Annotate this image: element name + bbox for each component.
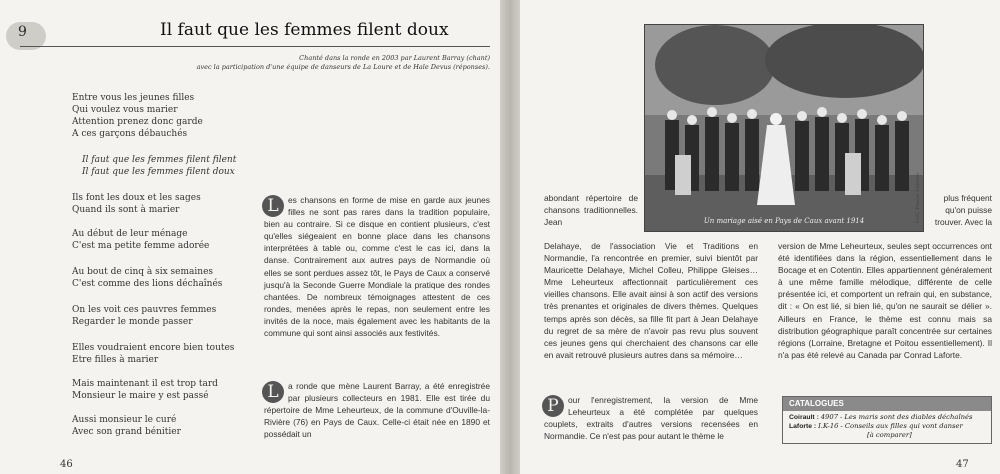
dropcap: L xyxy=(262,195,284,217)
stanza-1: Entre vous les jeunes filles Qui voulez vous marier Attention prenez donc garde A ces garçons débauchés xyxy=(72,93,203,139)
refrain: Il faut que les femmes filent filent Il faut que les femmes filent doux xyxy=(82,155,237,177)
catalogue-row: Laforte : I.K-16 - Conseils aux filles qui vont danser xyxy=(789,422,963,430)
col2-main-text: version de Mme Leheurteux, seules sept occurrences ont été identifiées dans la région, essentiellement dans le Bocage et en Cotentin. Elles appartiennent généralement à une même famille mélodique, différente de celle présentée ici, et comportent un refrain qui, en substance, dit : « On est lié, si bien lié, qu'on ne saurait se délier ». Ailleurs en France, le thème est connu mais sa distribution géographique paraît concentrée sur certaines régions (Lorraine, Bretagne et Poitou essentiellement). Il n'a pas été relevé au Canada par Conrad Laforte. xyxy=(778,241,992,360)
photo-credit: Coll. Pascal Siméon xyxy=(915,173,921,223)
title-rule xyxy=(20,46,490,47)
stanza-8: Aussi monsieur le curé Avec son grand bénitier xyxy=(72,415,181,437)
catalogue-row: Coirault : 4907 - Les maris sont des diables déchaînés xyxy=(789,413,973,421)
stanza-4: Au bout de cinq à six semaines C'est comme des lions déchaînés xyxy=(72,267,223,289)
stanza-2: Ils font les doux et les sages Quand ils sont à marier xyxy=(72,193,201,215)
catalogue-row: [à comparer] xyxy=(867,431,912,439)
wedding-photo xyxy=(644,24,924,232)
source-paragraph: L a ronde que mène Laurent Barray, a été enregistrée par plusieurs collecteurs en 1981. Elle est tirée du répertoire de Mme Leheurteux, de la commune d'Ouville-la-Rivière (76) en Pays de Caux. Celle-ci était née en 1890 et possédait un xyxy=(264,381,490,440)
dropcap: L xyxy=(262,381,284,403)
col1-last-paragraph: P our l'enregistrement, la version de Mme Leheurteux a été complétée par quelques couplets, extraits d'autres versions recensées en Normandie. Ce n'est pas pour autant le thème le xyxy=(544,395,758,442)
wedding-photo-image xyxy=(645,25,923,231)
page-number: 47 xyxy=(956,459,969,470)
photo-caption: Un mariage aisé en Pays de Caux avant 1914 xyxy=(703,217,865,225)
catalogues-box xyxy=(782,396,992,444)
col1-top-text: abondant répertoire de chansons traditionnelles. Jean xyxy=(544,193,638,228)
book-gutter xyxy=(500,0,520,474)
right-page xyxy=(520,0,1000,474)
col1-main-text: Delahaye, de l'association Vie et Traditions en Normandie, l'a rencontrée en premier, suivi bientôt par Mauricette Delahaye, Michel Colleu, Philippe Gleises… Mme Leheurteux affectionnait particulièrement ces vieilles chansons. Elle avait ainsi à son actif des versions très prenantes et originales de divers thèmes. Quelques temps après son décès, sa fille fit part à Jean Delahaye du regret de sa mère de n'avoir pas revu plus souvent ces jeunes gens qui cherchaient des chansons car elle en avait retrouvé plusieurs autres dans sa mémoire… xyxy=(544,241,758,360)
stanza-6: Elles voudraient encore bien toutes Etre filles à marier xyxy=(72,343,235,365)
page-title: Il faut que les femmes filent doux xyxy=(160,20,449,40)
stanza-7: Mais maintenant il est trop tard Monsieur le maire y est passé xyxy=(72,379,218,401)
song-credits: Chanté dans la ronde en 2003 par Laurent Barray (chant) avec la participation d'une équipe de danseurs de La Loure et de Hale Devus (réponses). xyxy=(196,54,490,71)
catalogues-title: CATALOGUES xyxy=(783,397,991,411)
dropcap: P xyxy=(542,395,564,417)
chapter-number: 9 xyxy=(18,24,27,40)
stanza-5: On les voit ces pauvres femmes Regarder le monde passer xyxy=(72,305,217,327)
col2-top-text: plus fréquent qu'on puisse trouver. Avec la xyxy=(934,193,992,228)
intro-paragraph: L es chansons en forme de mise en garde aux jeunes filles ne sont pas rares dans la tradition populaire, bien au contraire. Si ce disque en contient plusieurs, c'est qu'elles siégeaient en bonne place dans les chansons interprétées à table ou, comme c'est le cas ici, dans la danse. Contrairement aux autres pays de Normandie où elles se sont perdues assez tôt, le Pays de Caux a conservé jusqu'à la Seconde Guerre Mondiale la pratique des rondes chantées. De nombreux témoignages attestent de ces rondes, menées après le repas, non seulement entre les invités de la noce, mais également avec les habitants de la commune qui sont ainsi associés aux festivités. xyxy=(264,195,490,339)
stanza-3: Au début de leur ménage C'est ma petite femme adorée xyxy=(72,229,210,251)
page-number: 46 xyxy=(60,459,73,470)
